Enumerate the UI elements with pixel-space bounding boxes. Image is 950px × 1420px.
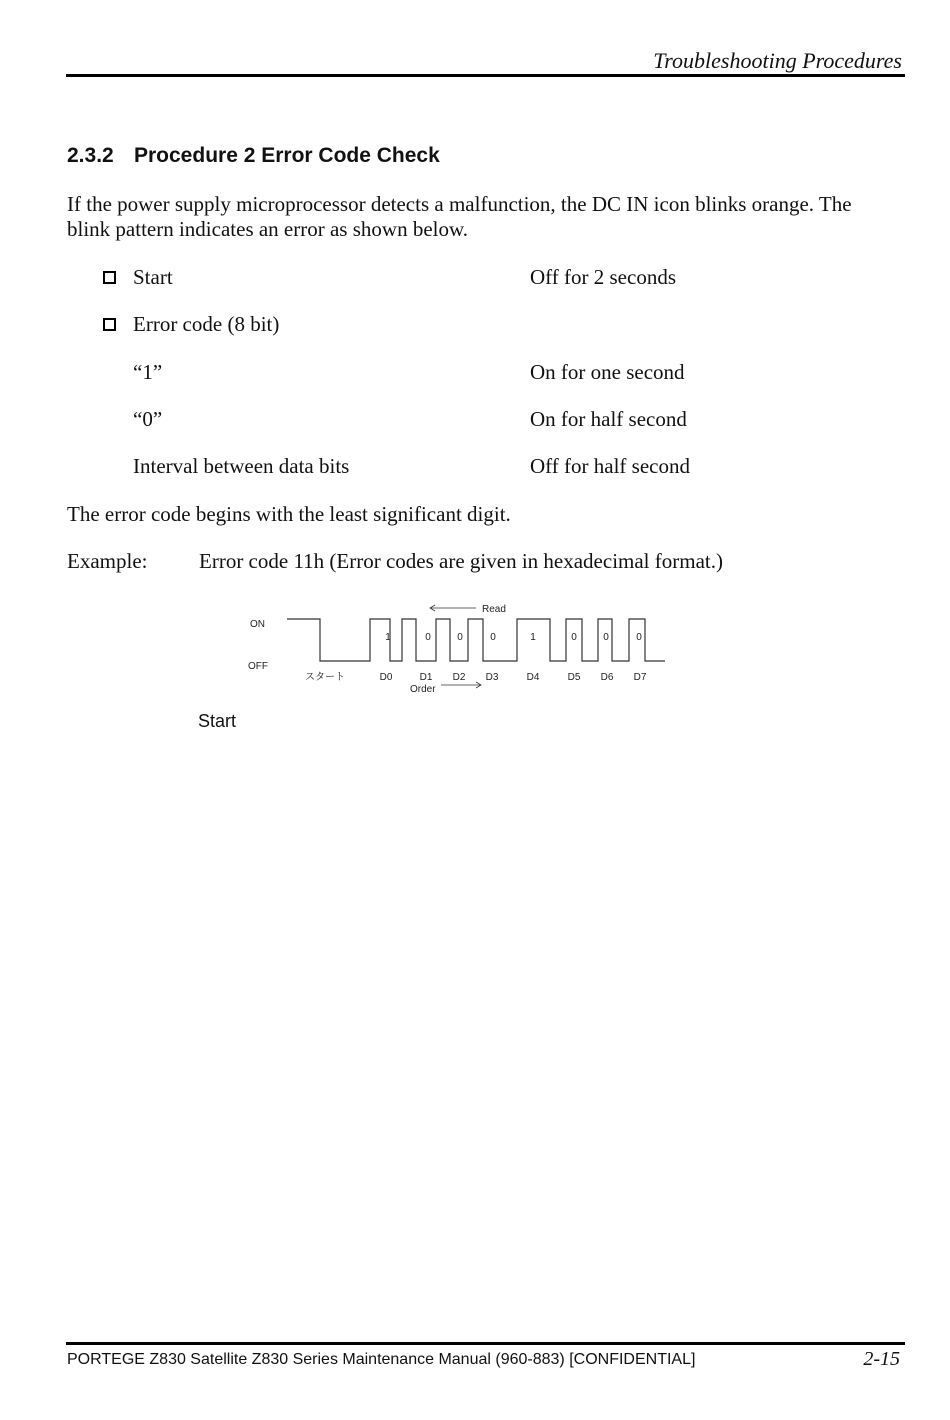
checkbox-icon [103,271,116,284]
item-label: Error code (8 bit) [133,312,280,336]
section-number: 2.3.2 [67,144,114,167]
off-label: OFF [248,661,268,672]
item-label: “0” [133,407,163,431]
lsb-note: The error code begins with the least significant digit. [67,502,511,526]
page-number: 2-15 [863,1348,900,1370]
bit-name: D1 [419,672,433,683]
blink-pattern-diagram [240,598,680,698]
on-label: ON [250,619,265,630]
bit-value: 0 [571,632,577,643]
bit-value: 0 [636,632,642,643]
bit-value: 1 [530,632,536,643]
item-value: Off for half second [530,454,690,478]
bit-name: D3 [485,672,499,683]
item-label: Start [133,265,173,289]
item-value: On for one second [530,360,685,384]
bit-value: 0 [490,632,496,643]
checkbox-icon [103,318,116,331]
item-value: On for half second [530,407,687,431]
bit-value: 0 [603,632,609,643]
example-label: Example: [67,549,148,573]
start-jp-label: スタート [305,672,345,683]
footer-rule [66,1342,905,1345]
header-rule [66,74,905,77]
bit-name: D4 [526,672,540,683]
bit-name: D0 [379,672,393,683]
order-label: Order [410,684,436,695]
item-label: Interval between data bits [133,454,350,478]
bit-name: D7 [633,672,647,683]
item-value: Off for 2 seconds [530,265,676,289]
bit-value: 0 [425,632,431,643]
intro-paragraph: If the power supply microprocessor detects a malfunction, the DC IN icon blinks orange. The blink pattern indicates an error as shown below. [67,192,852,241]
bit-name: D6 [600,672,614,683]
bit-name: D2 [452,672,466,683]
section-title: Procedure 2 Error Code Check [134,144,440,167]
footer-text: PORTEGE Z830 Satellite Z830 Series Maintenance Manual (960-883) [CONFIDENTIAL] [67,1351,696,1368]
example-text: Error code 11h (Error codes are given in hexadecimal format.) [199,549,723,573]
read-label: Read [482,604,506,615]
section-heading [67,144,440,168]
bit-name: D5 [567,672,581,683]
bit-value: 0 [457,632,463,643]
page-header-title: Troubleshooting Procedures [653,48,902,73]
read-arrow [430,605,476,611]
start-caption: Start [198,711,237,731]
bit-value: 1 [385,632,391,643]
item-label: “1” [133,360,163,384]
